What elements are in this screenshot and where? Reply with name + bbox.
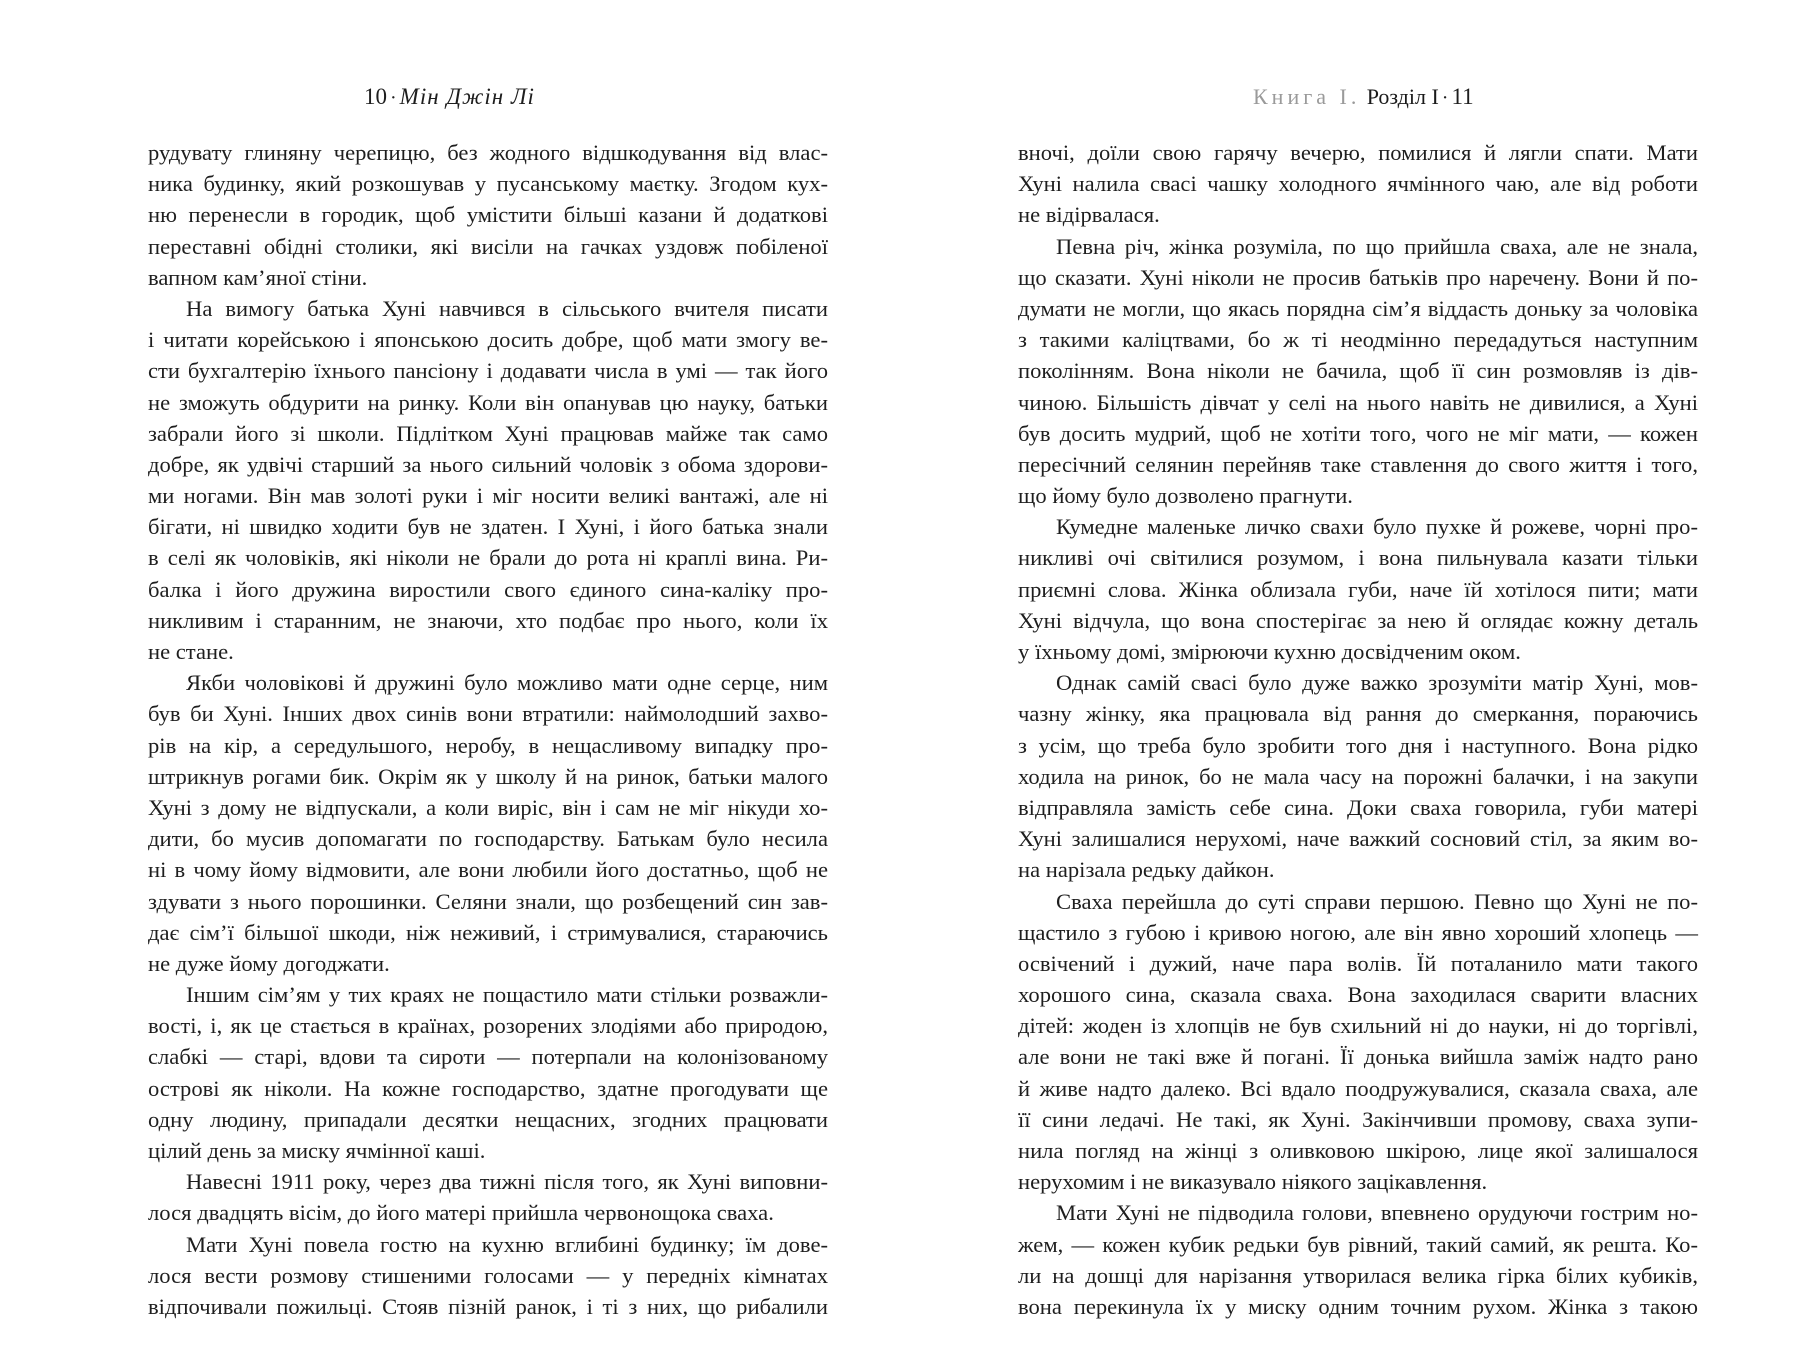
text-line — [1018, 979, 1698, 1010]
text-line — [1018, 948, 1698, 979]
text-line — [1018, 480, 1698, 511]
text-line — [148, 917, 828, 948]
text-line — [148, 1260, 828, 1291]
text-line — [148, 886, 828, 917]
text-line-content: хорошого сина, сказала сваха. Вона заходилася сварити власних — [1018, 982, 1698, 1008]
text-line-content: ли на дошці для нарізання утворилася велика гірка білих кубиків, — [1018, 1262, 1698, 1288]
text-line-content: никливі очі світилися розумом, і вона пильнувала казати тільки — [1018, 545, 1698, 571]
body-text-right — [1018, 137, 1698, 1322]
text-line-content: Якби чоловікові й дружині було можливо мати одне серце, ним — [186, 670, 828, 696]
text-line — [1018, 1104, 1698, 1135]
text-line-content: нила погляд на жінці з оливковою шкірою, лице якої залишалося — [1018, 1138, 1698, 1163]
text-line-content: Хуні налила свасі чашку холодного ячмінного чаю, але від роботи — [1018, 171, 1698, 197]
text-line — [1018, 355, 1698, 386]
text-line-content: Сваха перейшла до суті справи першою. Певно що Хуні не по- — [1056, 888, 1698, 914]
text-line-content: Мати Хуні не підводила голови, впевнено орудуючи гострим но- — [1056, 1200, 1698, 1226]
text-line-content: никливим і старанним, не знаючи, хто подбає про нього, коли їх — [148, 607, 828, 633]
text-line-content: відправляла замість себе сина. Доки сваха говорила, губи матері — [1018, 794, 1698, 820]
text-line-content: ні в чому йому відмовити, але вони любили його достатньо, щоб не — [148, 857, 828, 883]
text-line — [1018, 293, 1698, 324]
text-line-content: вона перекинула їх у миску одним точним рухом. Жінка з такою — [1018, 1293, 1698, 1319]
text-line — [1018, 761, 1698, 792]
text-line — [1018, 1135, 1698, 1166]
text-line-content: ми ногами. Він мав золоті руки і міг носити великі вантажі, але ні — [148, 483, 828, 509]
text-line — [148, 854, 828, 885]
text-line — [1018, 418, 1698, 449]
text-line — [1018, 730, 1698, 761]
text-line — [148, 449, 828, 480]
text-line — [1018, 792, 1698, 823]
text-line-content: чиною. Більшість дівчат у селі на нього навіть не дивилися, а Хуні — [1018, 389, 1698, 415]
text-line-content: думати не могли, що якась порядна сім’я віддасть доньку за чоловіка — [1018, 295, 1698, 321]
text-line-content: приємні слова. Жінка облизала губи, наче їй хотілося пити; мати — [1018, 576, 1698, 602]
text-line — [1018, 698, 1698, 729]
text-line-content: цілий день за миску ячмінної каші. — [148, 1138, 486, 1163]
text-line-content: у їхньому домі, змірюючи кухню досвідченим оком. — [1018, 639, 1521, 664]
text-line-content: і читати корейською і японською досить добре, щоб мати змогу ве- — [148, 327, 828, 353]
text-line-content: жем, — кожен кубик редьки був рівний, такий самий, як решта. Ко- — [1018, 1231, 1698, 1257]
page-number: 10 — [364, 84, 387, 109]
text-line-content: лося двадцять вісім, до його матері прийшла червонощока сваха. — [148, 1200, 774, 1226]
text-line — [1018, 667, 1698, 698]
text-line-content: був досить мудрий, щоб не хотіти того, чого не міг мати, — кожен — [1018, 420, 1698, 446]
running-header-right — [1253, 84, 1474, 110]
right-page — [900, 0, 1800, 1350]
text-line — [148, 1229, 828, 1260]
text-line — [1018, 168, 1698, 199]
text-line — [148, 948, 828, 979]
text-line-content: переставні обідні столики, які висіли на гачках уздовж побіленої — [148, 233, 828, 259]
text-line — [1018, 542, 1698, 573]
text-line — [1018, 1229, 1698, 1260]
text-line — [1018, 387, 1698, 418]
text-line-content: був би Хуні. Інших двох синів вони втратили: наймолодший захво- — [148, 701, 828, 727]
text-line-content: Хуні залишалися нерухомі, наче важкий сосновий стіл, за яким во- — [1018, 826, 1698, 852]
text-line — [1018, 1010, 1698, 1041]
text-line-content: На вимогу батька Хуні навчився в сільського вчителя писати — [186, 295, 828, 321]
text-line-content: лося вести розмову стишеними голосами — у передніх кімнатах — [148, 1262, 828, 1288]
text-line-content: відпочивали пожильці. Стояв пізній ранок, і ті з них, що рибалили — [148, 1293, 828, 1319]
text-line-content: штрикнув рогами бик. Окрім як у школу й на ринок, батьки малого — [148, 763, 828, 789]
text-line — [1018, 605, 1698, 636]
text-line-content: дити, бо мусив допомагати по господарству. Батькам було несила — [148, 826, 828, 852]
header-separator: · — [390, 87, 397, 109]
text-line-content: рів на кір, а середульшого, неробу, в нещасливому випадку про- — [148, 732, 828, 758]
text-line-content: слабкі — старі, вдови та сироти — потерпали на колонізованому — [148, 1044, 828, 1070]
text-line-content: рудувату глиняну черепицю, без жодного відшкодування від влас- — [148, 140, 828, 165]
text-line — [148, 480, 828, 511]
text-line-content: одну людину, припадали десятки нещасних, згодних працювати — [148, 1106, 828, 1132]
text-line — [148, 730, 828, 761]
text-line-content: Певна річ, жінка розуміла, по що прийшла сваха, але не знала, — [1056, 233, 1698, 259]
text-line-content: не зможуть обдурити на ринку. Коли він опанував цю науку, батьки — [148, 389, 828, 415]
text-line — [1018, 886, 1698, 917]
text-line — [148, 355, 828, 386]
text-line — [1018, 823, 1698, 854]
text-line-content: не відірвалася. — [1018, 202, 1160, 228]
text-line-content: що йому було дозволено прагнути. — [1018, 483, 1353, 509]
text-line-content: дає сім’ї більшої шкоди, ніж неживий, і стримувалися, стараючись — [148, 919, 828, 945]
text-line — [148, 979, 828, 1010]
text-line — [148, 511, 828, 542]
text-line-content: Навесні 1911 року, через два тижні після того, як Хуні виповни- — [186, 1169, 828, 1195]
text-line — [148, 823, 828, 854]
text-line-content: її сини ледачі. Не такі, як Хуні. Закінчивши промову, сваха зупи- — [1018, 1106, 1698, 1132]
text-line — [148, 1135, 828, 1166]
chapter-label: Розділ I — [1366, 84, 1439, 109]
text-line-content: здувати з нього порошинки. Селяни знали, що розбещений син зав- — [148, 888, 828, 914]
text-line-content: бігати, ні швидко ходити був не здатен. І Хуні, і його батька знали — [148, 514, 828, 540]
text-line — [1018, 137, 1698, 168]
text-line — [148, 1104, 828, 1135]
text-line-content: балка і його дружина виростили свого єдиного сина-каліку про- — [148, 576, 828, 602]
text-line — [148, 1041, 828, 1072]
text-line-content: Іншим сім’ям у тих краях не пощастило мати стільки розважли- — [186, 982, 828, 1008]
text-line — [1018, 231, 1698, 262]
text-line-content: з усім, що треба було зробити того дня і наступного. Вона рідко — [1018, 732, 1698, 758]
text-line — [1018, 574, 1698, 605]
text-line — [1018, 1166, 1698, 1197]
text-line-content: з такими каліцтвами, бо ж ті неодмінно передадуться наступним — [1018, 327, 1698, 353]
text-line-content: Хуні відчула, що вона спостерігає за нею й оглядає кожну деталь — [1018, 607, 1698, 633]
book-label: Книга I. — [1253, 84, 1361, 109]
text-line — [148, 199, 828, 230]
text-line-content: вості, і, як це стається в країнах, розорених злодіями або природою, — [148, 1013, 828, 1039]
text-line — [148, 574, 828, 605]
text-line-content: вночі, доїли свою гарячу вечерю, помилися й лягли спати. Мати — [1018, 140, 1698, 165]
text-line — [1018, 199, 1698, 230]
text-line — [1018, 1291, 1698, 1322]
text-line-content: щастило з губою і кривою ногою, але він явно хороший хлопець — — [1018, 919, 1698, 945]
text-line — [148, 418, 828, 449]
text-line — [148, 636, 828, 667]
text-line — [148, 231, 828, 262]
text-line-content: забрали його зі школи. Підлітком Хуні працював майже так само — [148, 420, 828, 446]
text-line — [148, 1010, 828, 1041]
text-line — [148, 1197, 828, 1228]
text-line — [1018, 1073, 1698, 1104]
header-separator: · — [1441, 87, 1449, 109]
text-line-content: але вони не такі вже й погані. Її донька вийшла заміж надто рано — [1018, 1044, 1698, 1070]
text-line-content: пересічний селянин перейняв таке ставлення до свого життя і того, — [1018, 451, 1698, 477]
text-line-content: освічений і дужий, наче пара волів. Їй поталанило мати такого — [1018, 950, 1698, 976]
running-header-left — [364, 84, 535, 110]
text-line-content: вапном кам’яної стіни. — [148, 264, 368, 290]
text-line — [148, 387, 828, 418]
text-line-content: не стане. — [148, 639, 234, 664]
text-line — [148, 542, 828, 573]
text-line-content: острові як ніколи. На кожне господарство, здатне прогодувати ще — [148, 1075, 828, 1101]
text-line — [148, 761, 828, 792]
text-line-content: ника будинку, який розкошував у пусанському маєтку. Згодом кух- — [148, 171, 828, 197]
text-line — [148, 792, 828, 823]
text-line-content: Хуні з дому не відпускали, а коли виріс, він і сам не міг нікуди хо- — [148, 794, 828, 820]
text-line — [148, 605, 828, 636]
text-line-content: поколінням. Вона ніколи не бачила, щоб її син розмовляв із дів- — [1018, 358, 1698, 384]
text-line-content: нерухомим і не виказувало ніякого зацікавлення. — [1018, 1169, 1488, 1195]
text-line-content: в селі як чоловіків, які ніколи не брали до рота ні краплі вина. Ри- — [148, 545, 828, 571]
text-line-content: й живе надто далеко. Всі вдало поодружувалися, сказала сваха, але — [1018, 1075, 1698, 1101]
text-line — [148, 137, 828, 168]
text-line — [1018, 1041, 1698, 1072]
text-line — [148, 293, 828, 324]
text-line — [148, 1073, 828, 1104]
text-line-content: Мати Хуні повела гостю на кухню вглибині будинку; їм дове- — [186, 1231, 828, 1257]
text-line-content: що сказати. Хуні ніколи не просив батьків про наречену. Вони й по- — [1018, 264, 1698, 290]
text-line — [148, 324, 828, 355]
body-text-left — [148, 137, 828, 1322]
text-line-content: сти бухгалтерію їхнього пансіону і додавати числа в умі — так його — [148, 358, 828, 384]
text-line-content: добре, як удвічі старший за нього сильний чоловік з обома здорови- — [148, 451, 828, 477]
text-line — [1018, 1260, 1698, 1291]
text-line-content: ходила на ринок, бо не мала часу на порожні балачки, і на закупи — [1018, 763, 1698, 789]
text-line — [1018, 636, 1698, 667]
text-line — [148, 262, 828, 293]
text-line — [148, 698, 828, 729]
text-line — [1018, 854, 1698, 885]
text-line-content: дітей: жоден із хлопців не був схильний ні до науки, ні до торгівлі, — [1018, 1013, 1698, 1039]
text-line-content: чазну жінку, яка працювала від рання до смеркання, пораючись — [1018, 701, 1698, 727]
text-line — [1018, 449, 1698, 480]
page-number: 11 — [1451, 84, 1474, 109]
text-line-content: Однак самій свасі було дуже важко зрозуміти матір Хуні, мов- — [1056, 670, 1698, 696]
text-line — [1018, 511, 1698, 542]
text-line — [1018, 324, 1698, 355]
text-line — [1018, 1197, 1698, 1228]
text-line-content: на нарізала редьку дайкон. — [1018, 857, 1275, 883]
text-line — [148, 667, 828, 698]
text-line — [148, 168, 828, 199]
text-line-content: Кумедне маленьке личко свахи було пухке й рожеве, чорні про- — [1056, 514, 1698, 540]
text-line-content: не дуже йому догоджати. — [148, 950, 390, 976]
text-line-content: ню перенесли в городик, щоб умістити більші казани й додаткові — [148, 202, 828, 228]
text-line — [1018, 917, 1698, 948]
author-name: Мін Джін Лі — [399, 84, 535, 109]
text-line — [148, 1291, 828, 1322]
text-line — [148, 1166, 828, 1197]
text-line — [1018, 262, 1698, 293]
